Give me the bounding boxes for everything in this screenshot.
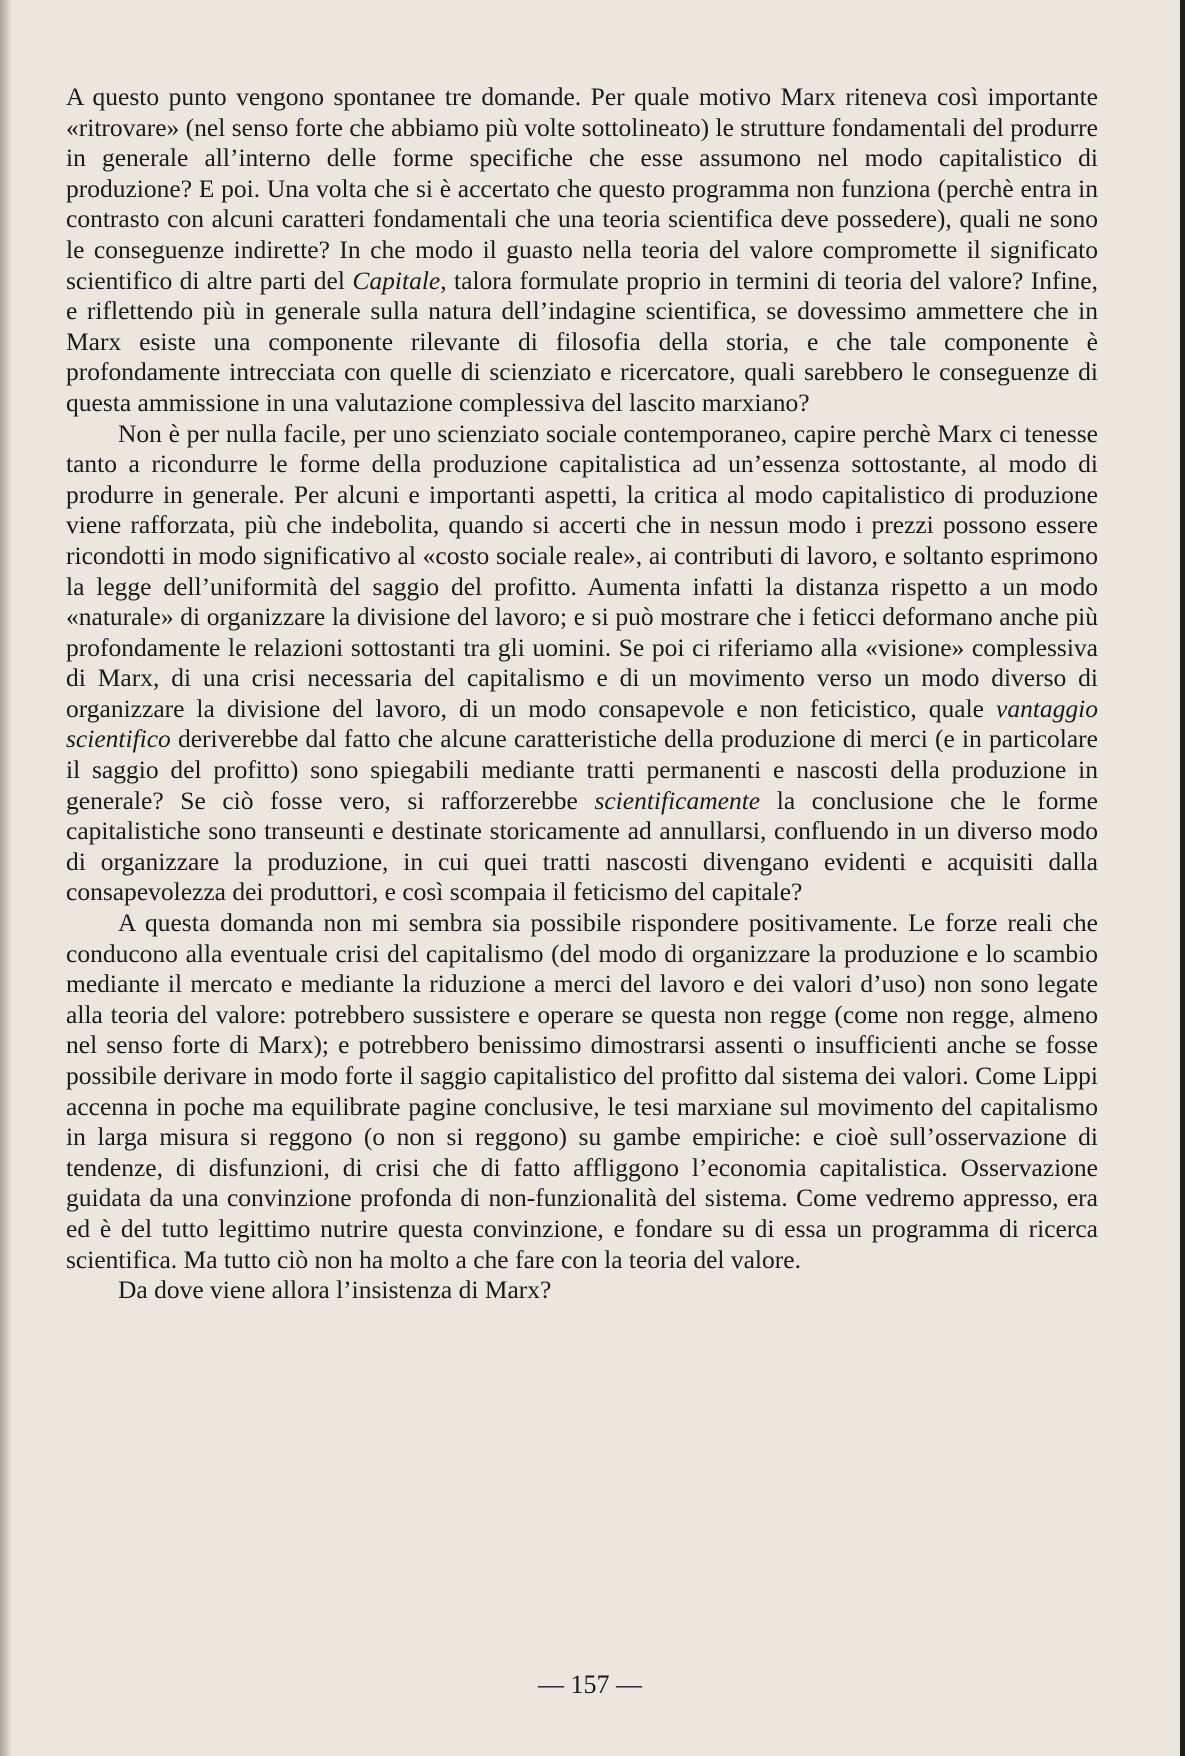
italic-capitale: Capitale,: [352, 265, 447, 295]
paragraph-1: A questo punto vengono spontanee tre domande. Per quale motivo Marx riteneva così importante «ritrovare» (nel senso forte che abbiamo più volte sottolineato) le strutture fondamentali del produrre in generale all’interno delle forme specifiche che esse assumono nel modo capitalistico di produzione? E poi. Una volta che si è accertato che questo programma non funziona (perchè entra in contrasto con alcuni caratteri fondamentali che una teoria scientifica deve possedere), quali ne sono le conseguenze indirette? In che modo il guasto nella teoria del valore compromette il significato scientifico di altre parti del Capitale, talora formulate proprio in termini di teoria del valore? Infine, e riflettendo più in generale sulla natura dell’indagine scientifica, se dovessimo ammettere che in Marx esiste una componente rilevante di filosofia della storia, e che tale componente è profondamente intrecciata con quelle di scienziato e ricercatore, quali sarebbero le conseguenze di questa ammissione in una valutazione complessiva del lascito marxiano?: [66, 82, 1098, 417]
paragraph-2: Non è per nulla facile, per uno scienziato sociale contemporaneo, capire perchè Marx ci tenesse tanto a ricondurre le forme della produzione capitalistica ad un’essenza sottostante, al modo di produrre in generale. Per alcuni e importanti aspetti, la critica al modo capitalistico di produzione viene rafforzata, più che indebolita, quando si accerti che in nessun modo i prezzi possono essere ricondotti in modo significativo al «costo sociale reale», ai contributi di lavoro, e soltanto esprimono la legge dell’uniformità del saggio del profitto. Aumenta infatti la distanza rispetto a un modo «naturale» di organizzare la divisione del lavoro; e si può mostrare che i feticci deformano anche più profondamente le relazioni sottostanti tra gli uomini. Se poi ci riferiamo alla «visione» complessiva di Marx, di una crisi necessaria del capitalismo e di un movimento verso un modo diverso di organizzare la divisione del lavoro, di un modo consapevole e non feticistico, quale vantaggio scientifico deriverebbe dal fatto che alcune caratteristiche della produzione di merci (e in particolare il saggio del profitto) sono spiegabili mediante tratti permanenti e nascosti della produzione in generale? Se ciò fosse vero, si rafforzerebbe scientificamente la conclusione che le forme capitalistiche sono transeunti e destinate storicamente ad annullarsi, confluendo in un diverso modo di organizzare la produzione, in cui quei tratti nascosti divengano evidenti e acquisiti dalla consapevolezza dei produttori, e così scompaia il feticismo del capitale?: [66, 418, 1098, 907]
paragraph-4: Da dove viene allora l’insistenza di Marx?: [118, 1275, 552, 1305]
page-number: — 157 —: [538, 1670, 642, 1699]
italic-scientificamente: scientificamente: [594, 785, 761, 815]
italic-vantaggio-scientifico: vantaggio scientifico: [66, 693, 1098, 754]
paragraph-3: A questa domanda non mi sembra sia possibile rispondere positivamente. Le forze reali che conducono alla eventuale crisi del capitalismo (del modo di organizzare la produzione e lo scambio mediante il mercato e mediante la riduzione a merci del lavoro e dei valori d’uso) non sono legate alla teoria del valore: potrebbero sussistere e operare se questa non regge (come non regge, almeno nel senso forte di Marx); e potrebbero benissimo dimostrarsi assenti o insufficienti anche se fosse possibile derivare in modo forte il saggio capitalistico del profitto dal sistema dei valori. Come Lippi accenna in poche ma equilibrate pagine conclusive, le tesi marxiane sul movimento del capitalismo in larga misura si reggono (o non si reggono) su gambe empiriche: e cioè sull’osservazione di tendenze, di disfunzioni, di crisi che di fatto affliggono l’economia capitalistica. Osservazione guidata da una convinzione profonda di non-funzionalità del sistema. Come vedremo appresso, era ed è del tutto legittimo nutrire questa convinzione, e fondare su di essa un programma di ricerca scientifica. Ma tutto ciò non ha molto a che fare con la teoria del valore.: [66, 908, 1098, 1274]
body-text: [66, 82, 1098, 1306]
